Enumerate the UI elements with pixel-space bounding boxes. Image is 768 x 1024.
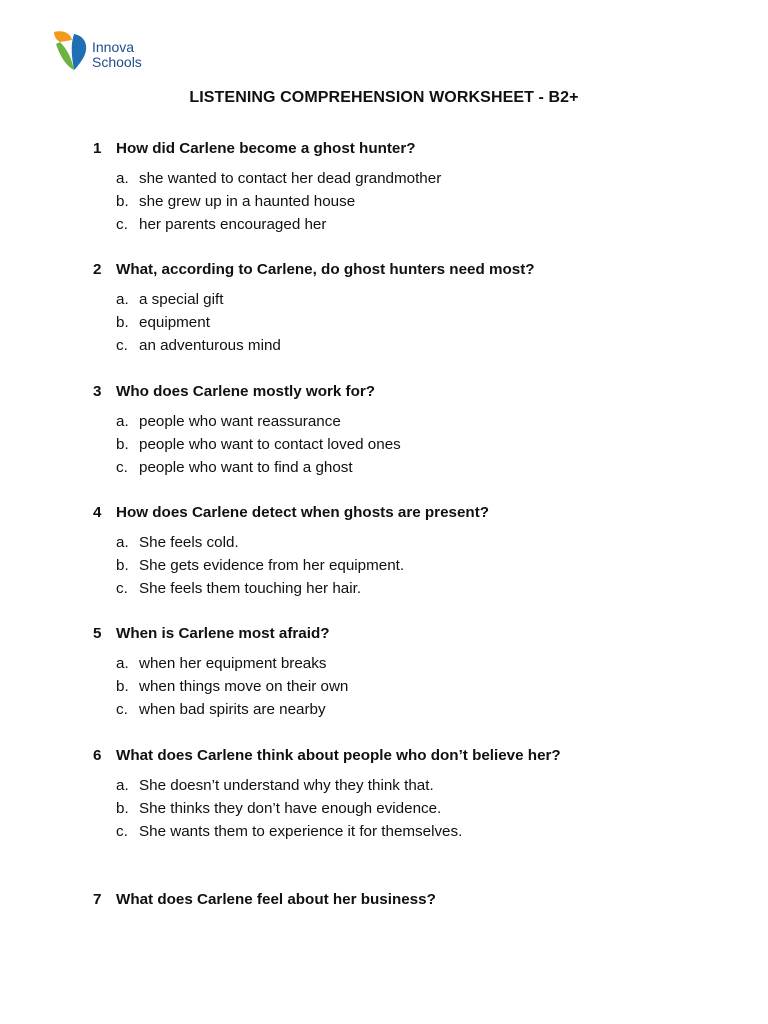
option-text: equipment [139, 314, 210, 331]
option-a [116, 533, 733, 556]
option-text: her parents encouraged her [139, 216, 327, 233]
option-letter: a. [116, 291, 129, 308]
question-number: 6 [93, 747, 102, 764]
option-text: she wanted to contact her dead grandmother [139, 170, 442, 187]
option-letter: a. [116, 170, 129, 187]
option-text: when things move on their own [139, 678, 349, 695]
question-number: 5 [93, 625, 102, 642]
option-letter: a. [116, 777, 129, 794]
option-letter: a. [116, 655, 129, 672]
option-text: She feels cold. [139, 534, 239, 551]
question-heading [93, 139, 733, 159]
option-c [116, 822, 733, 845]
option-b [116, 677, 733, 700]
question-heading [93, 503, 733, 523]
option-list [93, 776, 733, 845]
question-number: 2 [93, 261, 102, 278]
option-list [93, 169, 733, 238]
option-text: when her equipment breaks [139, 655, 327, 672]
option-c [116, 336, 733, 359]
question-5 [93, 624, 733, 723]
option-text: She doesn’t understand why they think that. [139, 777, 434, 794]
option-letter: c. [116, 823, 128, 840]
question-heading [93, 260, 733, 280]
option-text: when bad spirits are nearby [139, 701, 326, 718]
option-text: people who want to find a ghost [139, 459, 353, 476]
question-number: 1 [93, 140, 102, 157]
option-letter: b. [116, 800, 129, 817]
option-text: She gets evidence from her equipment. [139, 557, 405, 574]
question-text: How did Carlene become a ghost hunter? [116, 140, 416, 157]
innova-schools-logo [52, 26, 172, 74]
option-letter: b. [116, 193, 129, 210]
question-heading [93, 624, 733, 644]
logo-line-1: Innova [92, 39, 135, 55]
option-b [116, 799, 733, 822]
innova-leaf-icon [52, 26, 92, 74]
question-number: 3 [93, 383, 102, 400]
question-text: What, according to Carlene, do ghost hunters need most? [116, 261, 535, 278]
logo-line-2: Schools [92, 54, 142, 70]
option-c [116, 458, 733, 481]
question-4 [93, 503, 733, 602]
option-c [116, 215, 733, 238]
option-a [116, 412, 733, 435]
option-text: an adventurous mind [139, 337, 281, 354]
option-letter: c. [116, 216, 128, 233]
option-letter: b. [116, 436, 129, 453]
option-letter: b. [116, 557, 129, 574]
option-text: a special gift [139, 291, 224, 308]
question-2 [93, 260, 733, 359]
option-list [93, 290, 733, 359]
option-letter: c. [116, 459, 128, 476]
option-c [116, 579, 733, 602]
question-text: What does Carlene feel about her business? [116, 891, 436, 908]
option-a [116, 169, 733, 192]
option-text: She thinks they don’t have enough evidence. [139, 800, 442, 817]
option-b [116, 435, 733, 458]
worksheet-title: LISTENING COMPREHENSION WORKSHEET - B2+ [189, 89, 579, 106]
question-3 [93, 382, 733, 481]
question-6 [93, 746, 733, 845]
question-heading [93, 746, 733, 766]
question-text: Who does Carlene mostly work for? [116, 383, 376, 400]
option-letter: a. [116, 413, 129, 430]
option-letter: c. [116, 701, 128, 718]
option-letter: b. [116, 314, 129, 331]
option-list [93, 654, 733, 723]
option-text: She wants them to experience it for themselves. [139, 823, 463, 840]
option-letter: c. [116, 580, 128, 597]
option-b [116, 556, 733, 579]
question-number: 7 [93, 891, 102, 908]
question-text: What does Carlene think about people who don’t believe her? [116, 747, 561, 764]
question-1 [93, 139, 733, 238]
option-b [116, 192, 733, 215]
option-text: She feels them touching her hair. [139, 580, 362, 597]
option-letter: a. [116, 534, 129, 551]
option-c [116, 700, 733, 723]
question-number: 4 [93, 504, 102, 521]
option-a [116, 290, 733, 313]
option-text: people who want to contact loved ones [139, 436, 401, 453]
option-list [93, 412, 733, 481]
question-heading [93, 890, 733, 910]
option-letter: b. [116, 678, 129, 695]
option-a [116, 776, 733, 799]
question-heading [93, 382, 733, 402]
option-text: people who want reassurance [139, 413, 341, 430]
question-7 [93, 890, 733, 910]
option-list [93, 533, 733, 602]
option-b [116, 313, 733, 336]
option-a [116, 654, 733, 677]
question-text: When is Carlene most afraid? [116, 625, 330, 642]
option-letter: c. [116, 337, 128, 354]
option-text: she grew up in a haunted house [139, 193, 356, 210]
logo-wordmark [92, 40, 142, 70]
question-text: How does Carlene detect when ghosts are present? [116, 504, 490, 521]
